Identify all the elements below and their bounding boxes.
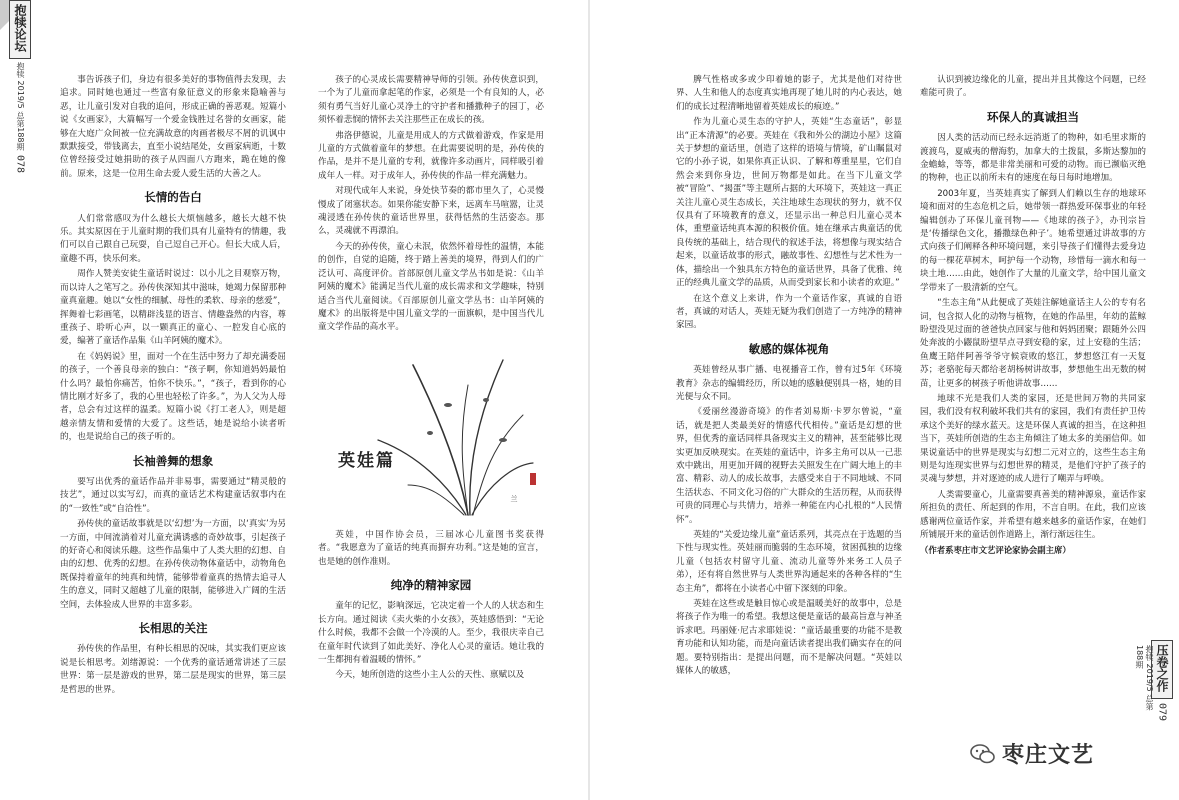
section-heading: 环保人的真诚担当 (987, 109, 1079, 124)
orchid-illustration (318, 345, 544, 523)
paragraph: 英娃在这些或是触目惊心或是温暖美好的故事中，总是将孩子作为唯一的希望。我想这便是童话的最高旨意与神圣诉求吧。玛丽娅·尼古求耶娃说：“童话最重要的功能不是教育功能和认知功能，而是向童话读者提出我们确实存在的问题。要特别指出：是提出问题，而不是解决问题。“英娃以媒体人的敏感， (676, 599, 902, 677)
right-page-number: 079 (1156, 703, 1168, 722)
paragraph: 认识到被边缘化的儿童，提出并且其像这个问题，已经难能可贵了。 (920, 75, 1146, 99)
paragraph: 人类需要童心，儿童需要真善美的精神源泉，童话作家所担负的责任、所起到的作用，不言自明。在此，我们应该感谢两位童话作家，并希望有越来越多的童话作家，在她们所铺展开来的童话创作道路上，渐行渐远往生。 (920, 489, 1146, 540)
wechat-icon (970, 743, 996, 765)
svg-text:兰: 兰 (510, 494, 518, 502)
paragraph: 孩子的心灵成长需要精神导师的引领。孙传侠意识到，一个为了儿童而拿起笔的作家，必须是一个有良知的人，必须有勇气当好儿童心灵净土的守护者和播撒种子的园丁，必须怀着悲悯的情怀去关注那些正在成长的孩。 (318, 75, 544, 126)
paragraph: 孙传侠的童话故事就是以‘幻想’为一方面，以‘真实’为另一方面，中间流淌着对儿童充满诱惑的奇妙故事，引起孩子的好奇心和阅读乐趣。这些作品集中了人类大胆的幻想、自由的幻想、优秀的幻想。在孙传侠动物体童话中，动物角色既保持着童年的纯真和纯情，能够带着童真的热情去追寻人生的意义，同时又超越了儿童的限制，能够进入广阔的生活空间，去体验成人世界的丰富多彩。 (60, 519, 286, 610)
paragraph: 今天的孙传侠，童心未泯，依然怀着母性的温情，本能的创作，自觉的追随，终于踏上善美的境界，得到人们的广泛认可、高度评价。首部原创儿童文学丛书如是说：《山羊阿姨的魔术》能满足当代儿童的成长需求和文学趣味，特别适合当代儿童阅读。《百部原创儿童文学丛书：山羊阿姨的魔术》的出版将是中国儿童文学的一面旗帜，是中国当代儿童文学作品的高水平。 (318, 241, 544, 333)
article-part-title: 英娃篇 (338, 450, 395, 471)
left-section-tab (6, 0, 34, 173)
paragraph: 童年的记忆，影响深远，它决定着一个人的人状态和生长方向。通过阅读《卖火柴的小女孩》，英娃感悟到：“无论什么时候，我都不会做一个冷漠的人。至少，我很庆幸自己在童年时代读到了如此美好、净化人心灵的童话。她让我的一生都拥有着温暖的情怀。” (318, 601, 544, 665)
paragraph: 今天，她所创造的这些小主人公的天性、禀赋以及 (335, 670, 525, 681)
right-issue-info: 抱犊 2019/5 总第188期 (1135, 645, 1154, 711)
red-seal-icon (530, 473, 536, 485)
left-issue-info: 抱犊 2019/5 总第188期 (16, 62, 25, 151)
section-heading: 长相思的关注 (138, 621, 208, 636)
paragraph: 周作人赞美安徒生童话时说过：以小儿之目观察万物，而以诗人之笔写之。孙传侠深知其中滋味，她竭力保留那种童真童趣。她以“女性的细腻、母性的柔软、母亲的慈爱”，挥舞着七彩画笔，以精辟浅显的语言、情趣盎然的内容，尊重孩子、聆听心声，以一颗真正的童心、一腔发自心底的爱，编著了童话作品集《山羊阿姨的魔术》。 (60, 269, 286, 347)
book-spine (588, 0, 590, 800)
column-4 (920, 74, 1146, 560)
paragraph: 人们常常感叹为什么越长大烦恼越多，越长大越不快乐。其实原因在于儿童时期的我们具有儿童特有的情趣，我们可以自己跟自己玩耍，自己逗自己开心。但长大成人后，童趣不再，快乐何来。 (60, 213, 286, 264)
section-heading: 纯净的精神家园 (390, 577, 472, 592)
watermark-text: 枣庄文艺 (1002, 742, 1095, 768)
paragraph: 对现代成年人来说，身处快节奏的都市里久了，心灵慢慢成了闭塞状态。如果你能安静下来，远离车马喧嚣，让灵魂浸透在孙传侠的童话世界里，获得恬然的生活姿态。那么，灵魂就不再漂泊。 (318, 186, 544, 237)
paragraph: 英娃曾经从事广播、电视播音工作，曾有过5年《环境教育》杂志的编辑经历，所以她的感触便别具一格，她的目光便与众不同。 (676, 365, 902, 402)
paragraph: 脾气性格或多或少印着她的影子，尤其是他们对待世界、人生和他人的态度真实地再现了她儿时的内心表达，她们的成长过程清晰地留着英娃成长的痕迹。” (676, 75, 902, 112)
column-3 (676, 74, 902, 680)
paragraph: 弗洛伊德说，儿童是用成人的方式做着游戏，作家是用儿童的方式做着童年的梦想。在此需要说明的是，孙传侠的作品，是并不是儿童的专利，就像许多动画片，同样吸引着成年人一样。对于成年人，孙传侠的作品一样充满魅力。 (318, 130, 544, 181)
paragraph: 在《妈妈说》里，面对一个在生活中努力了却充满委屈的孩子，一个善良母亲的独白：“孩子啊，你知道妈妈最怕什么吗？最怕你痛苦，怕你不快乐。”，“孩子，看到你的心情比刚才好多了，我的心里也轻松了许多。”，为人父为人母者，总会有过这样的温柔。短篇小说《打工老人》，则是超越亲情友情和爱情的大爱了。这些话，她是说给小读者听的，也是说给自己的孩子听的。 (60, 351, 286, 443)
paragraph: 2003年夏，当英娃真实了解到人们赖以生存的地球环境和面对的生态危机之后，她带领一群热爱环保事业的年轻编辑创办了环保儿童刊物——《地球的孩子》，办刊宗旨是‘传播绿色文化，播撒绿色种子’。她希望通过讲故事的方式向孩子们阐释各种环境问题，来引导孩子们懂得去爱身边的每一棵花草树木，呵护每一个动物，珍惜每一滴水和每一块土地……由此，她创作了大量的儿童文学，给中国儿童文学带来了一股清新的空气。 (920, 188, 1146, 293)
paragraph: 地球不光是我们人类的家园，还是世间万物的共同家园，我们没有权利破坏我们共有的家园，我们有责任护卫传承这个美好的绿水蓝天。这是环保人真诚的担当，在这种担当下，英娃所创造的生态主角倾注了她太多的美丽信仰。如果说童话中的世界是现实与幻想二元对立的，这些生态主角则是勾连现实世界与幻想世界的精灵，是他们守护了孩子的灵魂与梦想，并对逐迹的成人进行了嘲弄与呼唤。 (920, 393, 1146, 485)
paragraph: 《爱丽丝漫游奇境》的作者刘易斯·卡罗尔曾说，“童话，就是把人类最美好的情感代代相传。”童话是幻想的世界，但优秀的童话同样具备现实主义的精神，甚至能够比现实更加反映现实。在英娃的童话中，许多主角可以从一己悲欢中跳出，用更加开阔的视野去关照发生在广阔大地上的丰富、精彩、动人的成长故事，去感受来自于不同地域、不同生活状态、不同文化习俗的广大群众的生活历程，从而获得可贵的同理心与共情力，培养一种能在内心扎根的“人民情怀”。 (676, 407, 902, 525)
section-heading: 敏感的媒体视角 (748, 341, 830, 356)
left-page-number: 078 (14, 154, 26, 173)
paragraph: 作为儿童心灵生态的守护人，英娃“生态童话”，彰显出“正本清源”的必要。英娃在《我和外公的湖边小屋》这篇关于梦想的童话里，创造了这样的语境与情境，矿山瞩鼠对它的小孙子说，如果你真正认识、了解和尊重星星，它们自然会来到你身边，世间万物都是如此。在当下儿童文学被“冒险”、“揭蛋”等主题所占据的大环境下，英娃这一真正关注儿童心灵生态成长，关注地球生态现状的努力，就不仅仅具有了环境教育的意义，还显示出一种总归儿童心灵本体，重塑童话纯真本源的积极价值。她在继承古典童话的优良传统的基础上，结合现代的叙述手法，将想像与现实结合起来，以童话故事的形式，融故事性、幻想性与艺术性为一体，描绘出一个独具东方特色的童话世界，具备了优雅、纯正的经典儿童文学的品质，从而受到家长和小读者的欢迎。” (676, 117, 902, 289)
paragraph: 英娃，中国作协会员，三届冰心儿童图书奖获得者。“我愿意为了童话的纯真而摒弃功利。”这是她的宣言，也是她的创作准则。 (318, 529, 544, 567)
right-section-title: 压卷之作 (1151, 640, 1173, 699)
orchid-ink-drawing (318, 345, 544, 523)
section-heading: 长情的告白 (144, 190, 202, 205)
paragraph: 英娃的“关爱边缘儿童”童话系列，其亮点在于选题的当下性与现实性。英娃丽而脆弱的生态环境，贫困孤独的边缘儿童（包括农村留守儿童、流动儿童等外来务工人员子弟），还有将自然世界与人类世界沟通起来的各种各样的“生态主角”，都将在小读者心中留下深刻的印象。 (676, 530, 902, 594)
column-2 (318, 74, 544, 685)
paragraph: 要写出优秀的童话作品并非易事，需要通过“精灵般的技艺”，通过以实写幻，而真的童话艺术构建童话叙事内在的“一致性”或“自洽性”。 (60, 476, 286, 514)
column-1 (60, 74, 286, 699)
paragraph: 孙传侠的作品里，有种长相思的况味，其实我们更应该说是长相思考。刘绪源说：一个优秀的童话通常讲述了三层世界：第一层是游戏的世界，第二层是现实的世界，第三层是哲思的世界。 (60, 644, 286, 695)
paragraph: “生态主角”从此便成了英娃注解她童话主人公的专有名词，包含拟人化的动物与植物，在她的作品里，年幼的蓝鲸盼望没见过面的爸爸快点回家与他和妈妈团聚；跟随外公四处奔波的小鼹鼠盼望早点寻到安稳的家，过上安稳的生活；鱼鹰王陪伴阿善爷爷守候衰败的悠江，梦想悠江有一天复苏；老骆驼每天都给老胡杨树讲故事，梦想他生出无数的树苗，让更多的树孩子听他讲故事…… (920, 298, 1146, 389)
paragraph: 因人类的活动而已经永远消逝了的物种，如毛里求斯的渡渡鸟，夏威夷的僧海豹，加拿大的土拨鼠，多斯达黎加的金蟾蜍，等等，都是非常美丽和可爱的动物。而已濒临灭绝的物种，也正以前所未有的速度在每日每时地增加。 (920, 133, 1146, 184)
left-section-title: 抱犊论坛 (9, 0, 31, 59)
paragraph: 在这个意义上来讲，作为一个童话作家，真诚的自语者，真诚的对话人，英娃无疑为我们创造了一方纯净的精神家园。 (676, 293, 902, 331)
paragraph: 事告诉孩子们，身边有很多美好的事物值得去发现，去追求。同时她也通过一些富有象征意义的形象来隐喻善与恶，让儿童引发对自我的追问，形成正确的善恶观。短篇小说《女画家》，大篇幅写一个爱金钱胜过名誉的女画家，能够在大庭广众间被一位充满故意的肉画者极尽不屑的讥讽中默默接受，带钱离去，直至小说结尾处，女画家病逝，十数位曾经接受过她捐助的孩子从四面八方跑来，跪在她的像前。原来，这是一位用生命去爱人爱生活的大善之人。 (60, 75, 286, 179)
watermark (970, 738, 1094, 769)
section-heading: 长袖善舞的想象 (132, 453, 214, 468)
right-section-tab (1135, 640, 1176, 722)
author-note: （作者系枣庄市文艺评论家协会副主席） (920, 545, 1071, 556)
